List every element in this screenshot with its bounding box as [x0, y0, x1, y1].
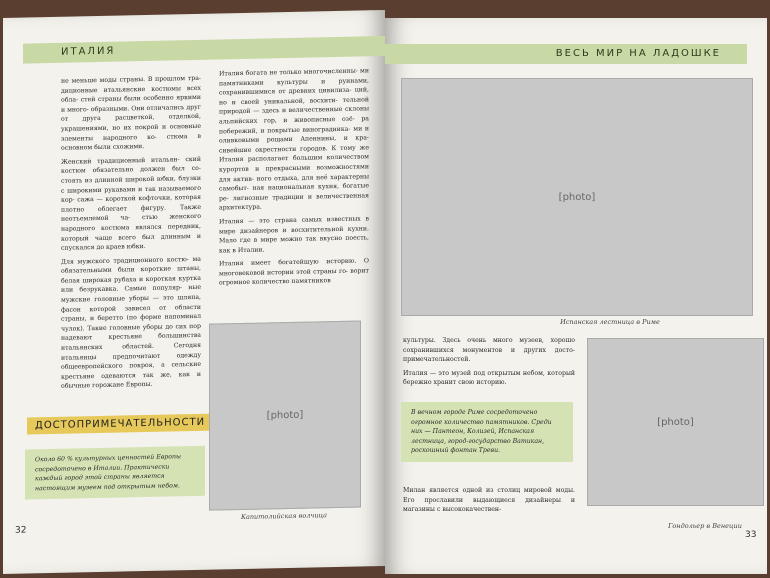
left-header-title: ИТАЛИЯ — [61, 45, 116, 58]
gondolier-caption: Гондольер в Венеции — [668, 522, 742, 530]
right-header-band — [385, 44, 747, 64]
left-page — [3, 10, 385, 574]
paragraph: Италия — это музей под открытым небом, который бережно хранит свою историю. — [403, 369, 575, 387]
she-wolf-photo: [photo] — [209, 321, 361, 511]
gondolier-photo: [photo] — [587, 338, 764, 506]
paragraph: Италия богата не только многочисленны- ми памятниками культуры и руинами, сохранившимися от древних цивилиза- ций, но и своей уникальной, восхити- тельной природой — здесь и величественные склоны альпийских гор, и живописные озё- ра побережий, и покрытые виноградника- ми и оливковыми рощами Апеннины, и кра- сивейшие окрестности городов. К тому же Италия располагает большим количеством курортов и прекрасными возможностями для актив- ного отдыха, для неё характерны самобыт- ная национальная кухня, богатые ре- лигиозные традиции и величественная архитектура. — [219, 67, 369, 212]
spanish-steps-photo: [photo] — [401, 78, 753, 316]
sights-heading — [27, 414, 213, 435]
left-column-2 — [219, 66, 369, 288]
right-text-2 — [403, 486, 575, 515]
paragraph: Женский традиционный итальян- ский костюм обязательно должен был со- стоять из длинной широкой юбки, блузки с широкими рукавами и так называемого кор- сажа — короткой кофточки, которая плотно облегает фигуру. Также неотъемлемой ча- стью женского народного костюма являлся передник, который чаще всего был длинным и спускался до краев юбки. — [61, 155, 201, 252]
paragraph: Милан является одной из столиц мировой моды. Его прославили выдающиеся дизайнеры и магазины с высококачествен- — [403, 487, 575, 514]
right-header-title: ВЕСЬ МИР НА ЛАДОШКЕ — [555, 48, 721, 59]
paragraph: культуры. Здесь очень много музеев, хорошо сохранившихся монументов и других досто- примечательностей. — [403, 337, 575, 364]
right-page — [385, 18, 767, 574]
paragraph: не меньше моды страны. В прошлом тра- диционные итальянские костюмы всех обла- стей страны были особенно яркими и много- образными. Они отличались друг от друга расцветкой, отделкой, украшениями, но их покрой и основные элементы народного ко- стюма в основном были схожими. — [61, 74, 201, 152]
right-page-number: 33 — [745, 530, 757, 540]
paragraph: Для мужского традиционного костю- ма обязательными были короткие штаны, белая широкая рубаха и короткая куртка или безрукавка. Самые популяр- ные мужские головные уборы — это шляпа, фасон которой зависел от области страны, и беретто (по форме напоминал чулок). Такие головные уборы до сих пор надевают крестьяне большинства итальянских областей. Сегодня итальянцы предпочитают одежду общеевропейского покроя, а сельские крестьяне одеваются так же, как и обычные горожане Европы. — [61, 255, 201, 391]
left-column-1 — [61, 74, 201, 392]
left-page-number: 32 — [15, 525, 27, 536]
right-text-1 — [403, 336, 575, 388]
paragraph: Италия имеет богатейшую историю. О многовековой истории этой страны го- ворит огромное количество памятников — [219, 257, 369, 287]
left-callout-box — [25, 446, 205, 500]
sights-heading-text: ДОСТОПРИМЕЧАТЕЛЬНОСТИ — [35, 416, 206, 432]
left-header-band — [23, 36, 385, 64]
left-callout-text: Около 60 % культурных ценностей Европы сосредоточено в Италии. Практически каждый город этой страны является настоящим музеем под открытым небом. — [35, 453, 182, 493]
right-callout-text: В вечном городе Риме сосредоточено огромное количество памятников. Среди них — Пантеон, Колизей, Испанская лестница, город-государство Ватикан, роскошный фонтан Треви. — [411, 409, 552, 455]
paragraph: Италия — это страна самых известных в мире дизайнеров и восхитительной кухни. Мало где в мире можно так вкусно поесть, как в Италии. — [219, 215, 369, 255]
spanish-steps-caption: Испанская лестница в Риме — [560, 318, 660, 326]
right-callout-box — [401, 402, 573, 462]
she-wolf-caption: Капитолийская волчица — [240, 511, 328, 522]
